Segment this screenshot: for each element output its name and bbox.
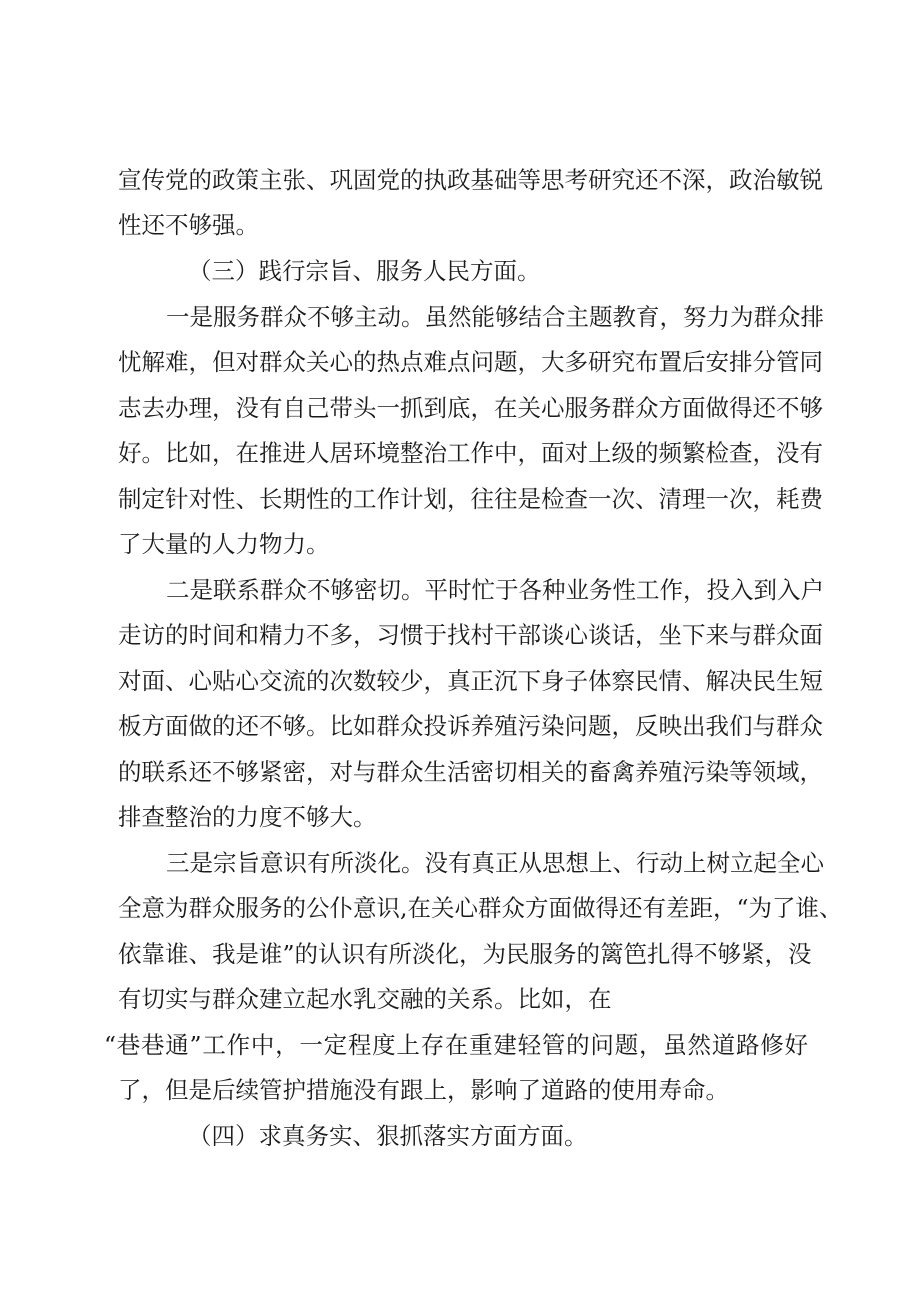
paragraph-line-12: 对面、心贴心交流的次数较少，真正沉下身子体察民情、解决民生短 xyxy=(118,667,823,695)
paragraph-line-21: 了，但是后续管护措施没有跟上，影响了道路的使用寿命。 xyxy=(118,1076,729,1104)
paragraph-line-07: 好。比如，在推进人居环境整治工作中，面对上级的频繁检查，没有 xyxy=(118,439,823,467)
paragraph-line-05: 忧解难，但对群众关心的热点难点问题，大多研究布置后安排分管同 xyxy=(118,348,823,376)
paragraph-line-19: 有切实与群众建立起水乳交融的关系。比如，在 xyxy=(118,985,612,1013)
paragraph-line-11: 走访的时间和精力不多，习惯于找村干部谈心谈话，坐下来与群众面 xyxy=(118,621,823,649)
section-heading-3: （三）践行宗旨、服务人民方面。 xyxy=(188,257,541,285)
paragraph-line-02: 性还不够强。 xyxy=(118,211,259,239)
paragraph-line-18: 依靠谁、我是谁”的认识有所淡化，为民服务的篱笆扎得不够紧，没 xyxy=(118,940,812,968)
section-heading-4: （四）求真务实、狠抓落实方面方面。 xyxy=(188,1122,588,1150)
paragraph-line-17: 全意为群众服务的公仆意识,在关心群众方面做得还有差距，“为了谁、 xyxy=(118,894,843,922)
paragraph-line-16: 三是宗旨意识有所淡化。没有真正从思想上、行动上树立起全心 xyxy=(166,849,824,877)
paragraph-line-15: 排查整治的力度不够大。 xyxy=(118,803,377,831)
paragraph-line-10: 二是联系群众不够密切。平时忙于各种业务性工作，投入到入户 xyxy=(166,576,824,604)
paragraph-line-13: 板方面做的还不够。比如群众投诉养殖污染问题，反映出我们与群众 xyxy=(118,712,823,740)
paragraph-line-04: 一是服务群众不够主动。虽然能够结合主题教育，努力为群众排 xyxy=(166,303,824,331)
paragraph-line-01: 宣传党的政策主张、巩固党的执政基础等思考研究还不深，政治敏锐 xyxy=(118,166,823,194)
paragraph-line-14: 的联系还不够紧密，对与群众生活密切相关的畜禽养殖污染等领域， xyxy=(118,758,823,786)
paragraph-line-20: “巷巷通”工作中，一定程度上存在重建轻管的问题，虽然道路修好 xyxy=(104,1031,808,1059)
paragraph-line-09: 了大量的人力物力。 xyxy=(118,530,330,558)
paragraph-line-08: 制定针对性、长期性的工作计划，往往是检查一次、清理一次，耗费 xyxy=(118,485,823,513)
paragraph-line-06: 志去办理，没有自己带头一抓到底，在关心服务群众方面做得还不够 xyxy=(118,394,823,422)
